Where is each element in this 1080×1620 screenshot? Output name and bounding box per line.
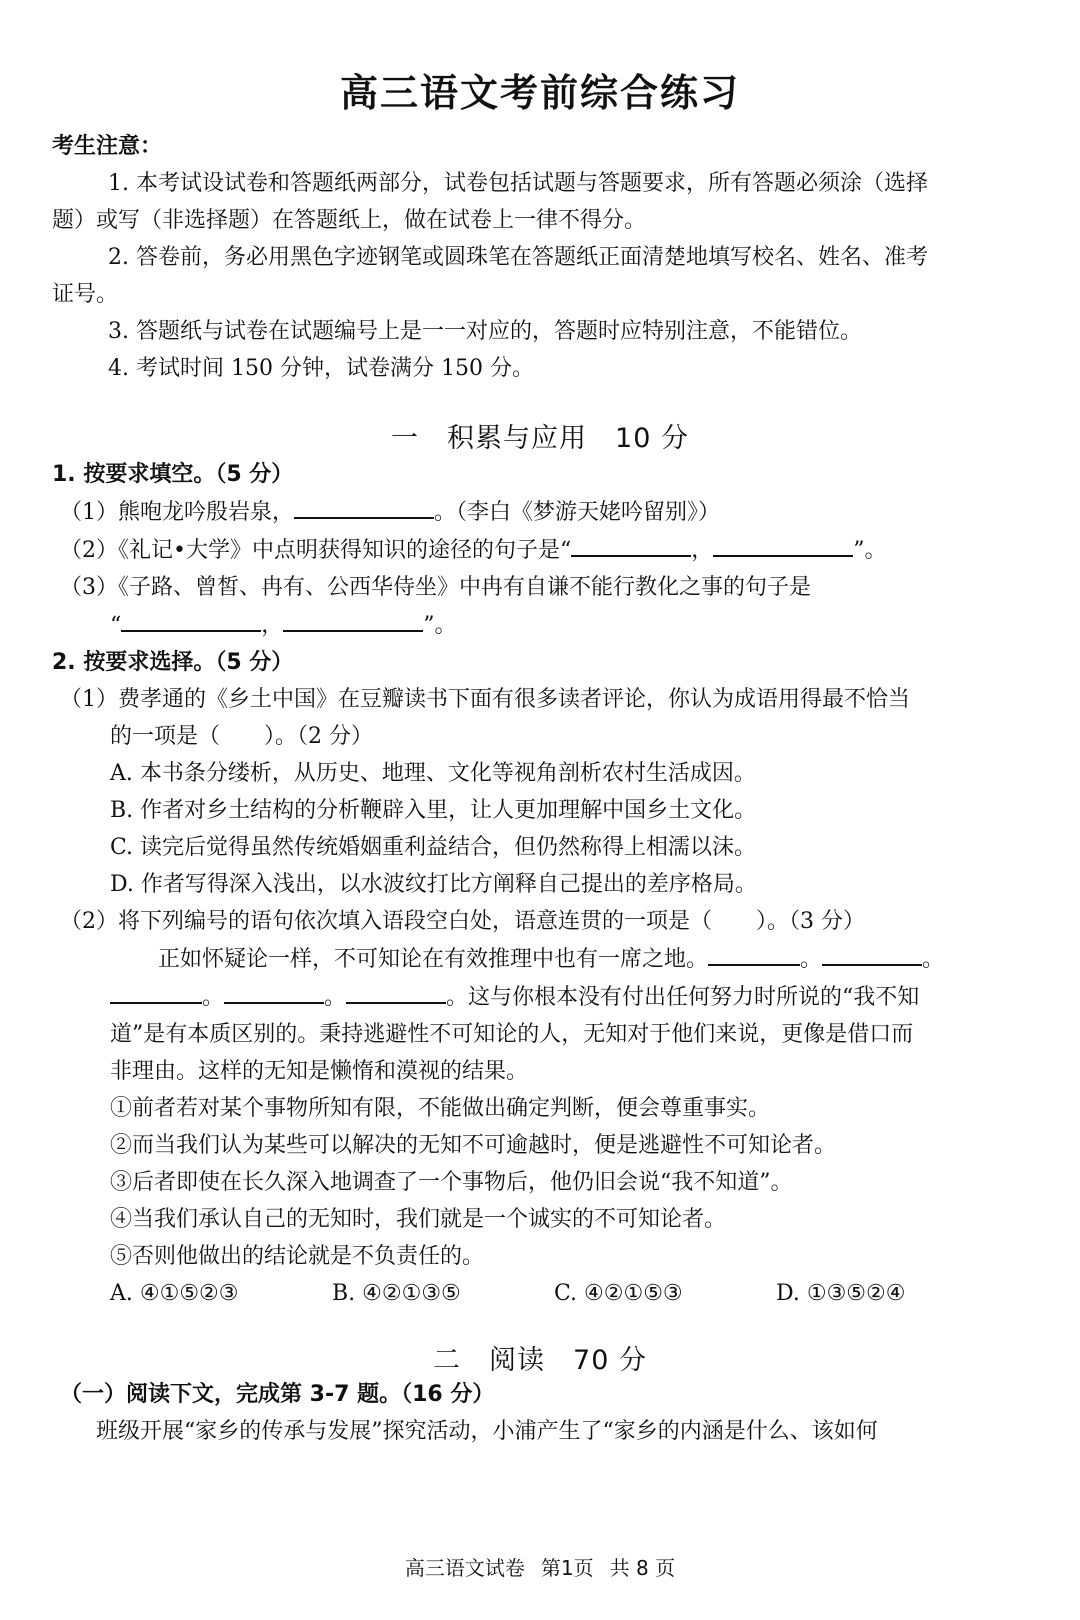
answer-blank[interactable] — [571, 531, 691, 557]
item-text: ”。 — [423, 613, 457, 638]
choice-c[interactable]: C. ④②①⑤③ — [554, 1281, 683, 1306]
notice-item: 3. 答题纸与试卷在试题编号上是一一对应的，答题时应特别注意，不能错位。 — [108, 319, 862, 344]
sentence-item: ⑤否则他做出的结论就是不负责任的。 — [110, 1244, 485, 1269]
section1-block — [52, 456, 1037, 1312]
question-label: 2. 按要求选择。（5 分） — [52, 650, 294, 675]
notice-item: 1. 本考试设试卷和答题纸两部分，试卷包括试题与答题要求，所有答题必须涂（选择 — [108, 171, 928, 196]
fill-blank-item — [52, 531, 1037, 569]
question-stem: （2）将下列编号的语句依次填入语段空白处，语意连贯的一项是（ ）。（3 分） — [60, 909, 865, 934]
question-label: 1. 按要求填空。（5 分） — [52, 462, 294, 487]
item-text: （1）熊咆龙吟殷岩泉， — [60, 500, 294, 525]
question-label: （一）阅读下文，完成第 3-7 题。（16 分） — [60, 1382, 495, 1407]
sentence-item: ②而当我们认为某些可以解决的无知不可逾越时，便是逃避性不可知论者。 — [110, 1133, 837, 1158]
answer-blank[interactable] — [121, 606, 261, 632]
page-footer — [0, 1552, 1080, 1581]
notice-item: 题）或写（非选择题）在答题纸上，做在试卷上一律不得分。 — [52, 208, 647, 233]
fill-blank-item — [52, 606, 1037, 644]
passage-line — [52, 978, 1037, 1016]
choice-b[interactable]: B. ④②①③⑤ — [332, 1281, 461, 1306]
passage-text: 。 — [800, 947, 823, 972]
answer-blank[interactable] — [346, 978, 446, 1004]
notice-item: 证号。 — [52, 282, 119, 307]
choice-d[interactable]: D. ①③⑤②④ — [776, 1281, 906, 1306]
section-heading: 二 阅读 70 分 — [433, 1345, 647, 1376]
page-title: 高三语文考前综合练习 — [339, 71, 740, 115]
notice-item: 4. 考试时间 150 分钟，试卷满分 150 分。 — [108, 356, 534, 381]
passage-text: 。 — [922, 947, 945, 972]
sentence-item: ③后者即使在长久深入地调查了一个事物后，他仍旧会说“我不知道”。 — [110, 1170, 793, 1195]
passage-text: 。 — [324, 985, 347, 1010]
option-d[interactable]: D. 作者写得深入浅出，以水波纹打比方阐释自己提出的差序格局。 — [110, 872, 757, 897]
item-text: 。（李白《梦游天姥吟留别》） — [434, 500, 721, 525]
answer-blank[interactable] — [224, 978, 324, 1004]
fill-blank-item: （3）《子路、曾皙、冉有、公西华侍坐》中冉有自谦不能行教化之事的句子是 — [60, 575, 811, 600]
question-stem: （1）费孝通的《乡土中国》在豆瓣读书下面有很多读者评论，你认为成语用得最不恰当 — [60, 687, 910, 712]
passage-line: 班级开展“家乡的传承与发展”探究活动，小浦产生了“家乡的内涵是什么、该如何 — [96, 1419, 878, 1444]
answer-blank[interactable] — [283, 606, 423, 632]
passage-text: 。 — [202, 985, 225, 1010]
answer-blank[interactable] — [822, 940, 922, 966]
question-stem: 的一项是（ ）。（2 分） — [110, 724, 373, 749]
section-heading: 一 积累与应用 10 分 — [391, 423, 689, 454]
sentence-item: ①前者若对某个事物所知有限，不能做出确定判断，便会尊重事实。 — [110, 1096, 771, 1121]
footer-page: 第1页 — [540, 1556, 594, 1580]
answer-blank[interactable] — [708, 940, 800, 966]
passage-text: 。这与你根本没有付出任何努力时所说的“我不知 — [446, 985, 920, 1010]
answer-blank[interactable] — [294, 493, 434, 519]
option-b[interactable]: B. 作者对乡土结构的分析鞭辟入里，让人更加理解中国乡土文化。 — [110, 798, 757, 823]
answer-blank[interactable] — [110, 978, 202, 1004]
option-a[interactable]: A. 本书条分缕析，从历史、地理、文化等视角剖析农村生活成因。 — [110, 761, 756, 786]
footer-paper: 高三语文试卷 — [404, 1556, 525, 1580]
section2-block — [52, 1376, 1037, 1450]
fill-blank-item — [52, 493, 1037, 531]
notice-heading: 考生注意： — [52, 134, 163, 159]
item-text: ， — [261, 613, 284, 638]
passage-line: 非理由。这样的无知是懒惰和漠视的结果。 — [110, 1059, 529, 1084]
item-text: ， — [691, 538, 714, 563]
answer-blank[interactable] — [713, 531, 853, 557]
passage-line — [52, 940, 1037, 978]
item-text: ”。 — [853, 538, 887, 563]
item-text: （2）《礼记•大学》中点明获得知识的途径的句子是“ — [60, 538, 572, 563]
footer-total: 共 8 页 — [609, 1556, 676, 1580]
option-c[interactable]: C. 读完后觉得虽然传统婚姻重利益结合，但仍然称得上相濡以沫。 — [110, 835, 757, 860]
passage-text: 正如怀疑论一样，不可知论在有效推理中也有一席之地。 — [158, 947, 709, 972]
notice-item: 2. 答卷前，务必用黑色字迹钢笔或圆珠笔在答题纸正面清楚地填写校名、姓名、准考 — [108, 245, 928, 270]
item-text: “ — [110, 613, 122, 638]
passage-line: 道”是有本质区别的。秉持逃避性不可知论的人，无知对于他们来说，更像是借口而 — [110, 1022, 914, 1047]
choice-a[interactable]: A. ④①⑤②③ — [110, 1281, 239, 1306]
notice-block — [52, 128, 1037, 387]
sentence-item: ④当我们承认自己的无知时，我们就是一个诚实的不可知论者。 — [110, 1207, 727, 1232]
answer-choices — [52, 1275, 1037, 1312]
